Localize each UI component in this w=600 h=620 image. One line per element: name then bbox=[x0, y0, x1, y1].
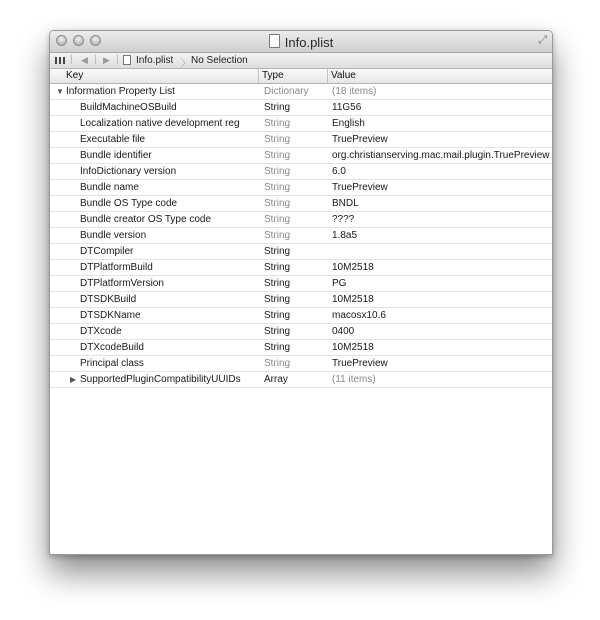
row-value[interactable]: PG bbox=[332, 278, 347, 289]
row-value[interactable]: 11G56 bbox=[332, 102, 362, 113]
row-key[interactable]: DTPlatformBuild bbox=[80, 262, 153, 273]
plist-row[interactable] bbox=[50, 212, 552, 228]
disclosure-expanded-icon[interactable]: ▼ bbox=[56, 87, 64, 96]
disclosure-collapsed-icon[interactable]: ▶ bbox=[70, 375, 77, 384]
plist-row[interactable] bbox=[50, 180, 552, 196]
row-key[interactable]: Bundle name bbox=[80, 182, 139, 193]
row-type[interactable]: String bbox=[264, 214, 291, 225]
row-value[interactable]: 10M2518 bbox=[332, 262, 374, 273]
plist-row[interactable] bbox=[50, 100, 552, 116]
row-value[interactable]: macosx10.6 bbox=[332, 310, 386, 321]
plist-row[interactable] bbox=[50, 132, 552, 148]
row-value[interactable]: (11 items) bbox=[332, 374, 376, 385]
row-type[interactable]: String bbox=[264, 310, 291, 321]
row-type[interactable]: String bbox=[264, 134, 291, 145]
row-type[interactable]: String bbox=[264, 246, 291, 257]
row-key[interactable]: Principal class bbox=[80, 358, 144, 369]
row-type[interactable]: Dictionary bbox=[264, 86, 309, 97]
row-key[interactable]: Information Property List bbox=[66, 86, 175, 97]
breadcrumb-separator: 〉 bbox=[181, 58, 191, 68]
row-key[interactable]: DTCompiler bbox=[80, 246, 134, 257]
plist-row[interactable] bbox=[50, 308, 552, 324]
row-value[interactable]: 1.8a5 bbox=[332, 230, 358, 241]
jump-bar-separator: | bbox=[70, 54, 73, 65]
jump-bar bbox=[50, 53, 552, 69]
row-type[interactable]: String bbox=[264, 326, 291, 337]
plist-outline bbox=[50, 84, 552, 388]
row-value[interactable]: org.christianserving.mac.mail.plugin.TruePreview bbox=[332, 150, 550, 161]
fullscreen-icon[interactable]: ⤢ bbox=[538, 34, 547, 46]
plist-row[interactable] bbox=[50, 340, 552, 356]
column-divider[interactable] bbox=[327, 69, 328, 83]
row-type[interactable]: String bbox=[264, 358, 291, 369]
plist-row[interactable] bbox=[50, 84, 552, 100]
plist-row[interactable] bbox=[50, 260, 552, 276]
row-type[interactable]: String bbox=[264, 262, 291, 273]
plist-row[interactable] bbox=[50, 164, 552, 180]
jump-bar-separator: | bbox=[116, 54, 119, 65]
row-type[interactable]: String bbox=[264, 102, 291, 113]
row-key[interactable]: DTXcodeBuild bbox=[80, 342, 144, 353]
row-type[interactable]: String bbox=[264, 342, 291, 353]
row-type[interactable]: String bbox=[264, 182, 291, 193]
plist-row[interactable] bbox=[50, 228, 552, 244]
plist-row[interactable] bbox=[50, 196, 552, 212]
row-value[interactable]: BNDL bbox=[332, 198, 359, 209]
plist-row[interactable] bbox=[50, 324, 552, 340]
column-header-key[interactable]: Key bbox=[66, 70, 84, 81]
row-type[interactable]: Array bbox=[264, 374, 288, 385]
back-arrow-icon[interactable]: ◀ bbox=[81, 55, 88, 65]
plist-row[interactable] bbox=[50, 356, 552, 372]
row-value[interactable]: 0400 bbox=[332, 326, 355, 337]
row-value[interactable]: TruePreview bbox=[332, 358, 388, 369]
row-value[interactable]: 6.0 bbox=[332, 166, 346, 177]
row-type[interactable]: String bbox=[264, 118, 291, 129]
plist-row[interactable] bbox=[50, 276, 552, 292]
row-type[interactable]: String bbox=[264, 230, 291, 241]
plist-row[interactable] bbox=[50, 148, 552, 164]
row-key[interactable]: DTSDKBuild bbox=[80, 294, 137, 305]
row-key[interactable]: Bundle version bbox=[80, 230, 147, 241]
plist-file-icon bbox=[123, 55, 131, 65]
row-type[interactable]: String bbox=[264, 198, 291, 209]
row-value[interactable]: TruePreview bbox=[332, 182, 388, 193]
row-key[interactable]: SupportedPluginCompatibilityUUIDs bbox=[80, 374, 241, 385]
column-header-value[interactable]: Value bbox=[331, 70, 356, 81]
plist-editor-window bbox=[49, 30, 553, 555]
row-value[interactable]: 10M2518 bbox=[332, 342, 374, 353]
row-key[interactable]: Localization native development reg bbox=[80, 118, 240, 129]
column-header-type[interactable]: Type bbox=[262, 70, 284, 81]
row-value[interactable]: 10M2518 bbox=[332, 294, 374, 305]
row-value[interactable]: (18 items) bbox=[332, 86, 377, 97]
related-items-icon[interactable] bbox=[55, 57, 65, 64]
row-key[interactable]: DTPlatformVersion bbox=[80, 278, 164, 289]
column-header bbox=[50, 69, 552, 84]
row-key[interactable]: Executable file bbox=[80, 134, 146, 145]
title-bar[interactable] bbox=[50, 31, 552, 53]
row-value[interactable]: English bbox=[332, 118, 365, 129]
row-key[interactable]: Bundle identifier bbox=[80, 150, 152, 161]
row-type[interactable]: String bbox=[264, 150, 291, 161]
row-key[interactable]: Bundle OS Type code bbox=[80, 198, 178, 209]
window-title bbox=[50, 34, 552, 50]
jump-bar-separator: | bbox=[94, 54, 97, 65]
row-key[interactable]: InfoDictionary version bbox=[80, 166, 177, 177]
plist-row[interactable] bbox=[50, 116, 552, 132]
plist-row[interactable] bbox=[50, 292, 552, 308]
row-type[interactable]: String bbox=[264, 294, 291, 305]
row-type[interactable]: String bbox=[264, 166, 291, 177]
window-title-text: Info.plist bbox=[284, 35, 334, 50]
row-type[interactable]: String bbox=[264, 278, 291, 289]
row-value[interactable]: TruePreview bbox=[332, 134, 388, 145]
row-key[interactable]: BuildMachineOSBuild bbox=[80, 102, 177, 113]
column-divider[interactable] bbox=[258, 69, 259, 83]
plist-row[interactable] bbox=[50, 372, 552, 388]
row-key[interactable]: DTSDKName bbox=[80, 310, 141, 321]
breadcrumb-selection[interactable]: No Selection bbox=[191, 55, 248, 66]
forward-arrow-icon[interactable]: ▶ bbox=[103, 55, 110, 65]
row-value[interactable]: ???? bbox=[332, 214, 355, 225]
breadcrumb-file[interactable]: Info.plist bbox=[136, 55, 174, 66]
row-key[interactable]: Bundle creator OS Type code bbox=[80, 214, 212, 225]
document-icon bbox=[269, 34, 280, 48]
row-key[interactable]: DTXcode bbox=[80, 326, 122, 337]
plist-row[interactable] bbox=[50, 244, 552, 260]
